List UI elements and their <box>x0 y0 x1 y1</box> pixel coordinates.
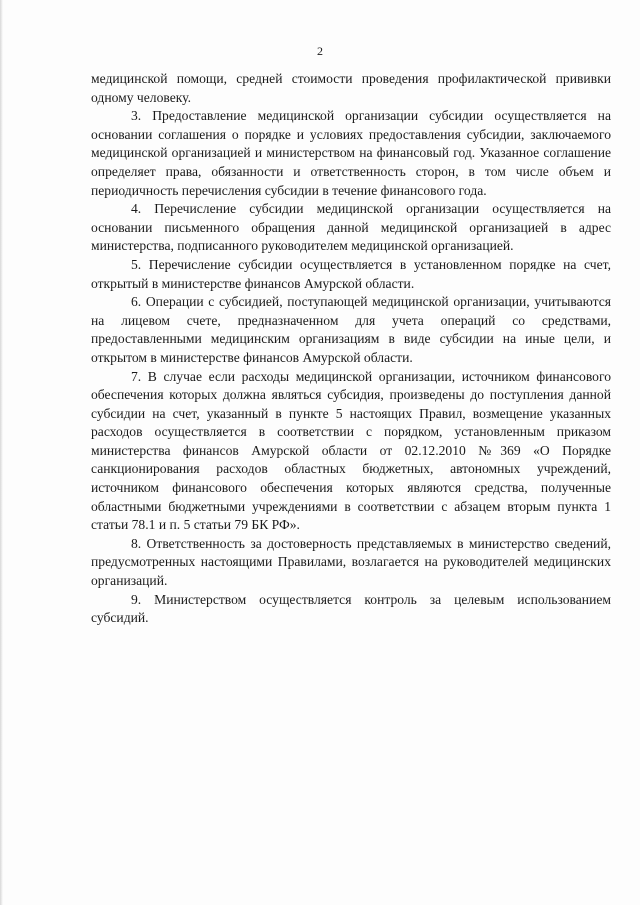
paragraph-7: 7. В случае если расходы медицинской организации, источником финансового обеспечения которых должна являться субсидия, произведены до поступления данной субсидии на счет, указанный в пункте 5 настоящих Правил, возмещение указанных расходов осуществляется в соответствии с порядком, установленным приказом министерства финансов Амурской области от 02.12.2010 №369 «О Порядке санкционирования расходов областных бюджетных, автономных учреждений, источником финансового обеспечения которых являются средства, полученные областными бюджетными учреждениями в соответствии с абзацем вторым пункта 1 статьи 78.1 и п. 5 статьи 79 БК РФ». <box>91 368 611 533</box>
paragraph-5: 5. Перечисление субсидии осуществляется в установленном порядке на счет, открытый в министерстве финансов Амурской области. <box>91 256 611 291</box>
paragraph-9: 9. Министерством осуществляется контроль за целевым использованием субсидий. <box>91 591 611 626</box>
paragraph-4: 4. Перечисление субсидии медицинской организации осуществляется на основании письменного обращения данной медицинской организацией в адрес министерства, подписанного руководителем медицинской организацией. <box>91 201 611 254</box>
paragraph-8: 8. Ответственность за достоверность представляемых в министерство сведений, предусмотренных настоящими Правилами, возлагается на руководителей медицинских организаций. <box>91 535 611 589</box>
paragraph-6: 6. Операции с субсидией, поступающей медицинской организации, учитываются на лицевом счете, предназначенном для учета операций со средствами, предоставленными медицинским организациям в виде субсидии на иные цели, и открытом в министерстве финансов Амурской области. <box>91 294 611 365</box>
paragraph-continuation: медицинской помощи, средней стоимости проведения профилактической прививки одному человеку. <box>91 71 611 105</box>
paragraph-3: 3. Предоставление медицинской организации субсидии осуществляется на основании соглашения о порядке и условиях предоставления субсидии, заключаемого медицинской организацией и министерством на финансовый год. Указанное соглашение определяет права, обязанности и ответственность сторон, в том числе объем и периодичность перечисления субсидии в течение финансового года. <box>91 108 611 198</box>
page-number: 2 <box>317 44 323 58</box>
scan-edge <box>0 0 3 905</box>
document-body <box>91 70 611 628</box>
